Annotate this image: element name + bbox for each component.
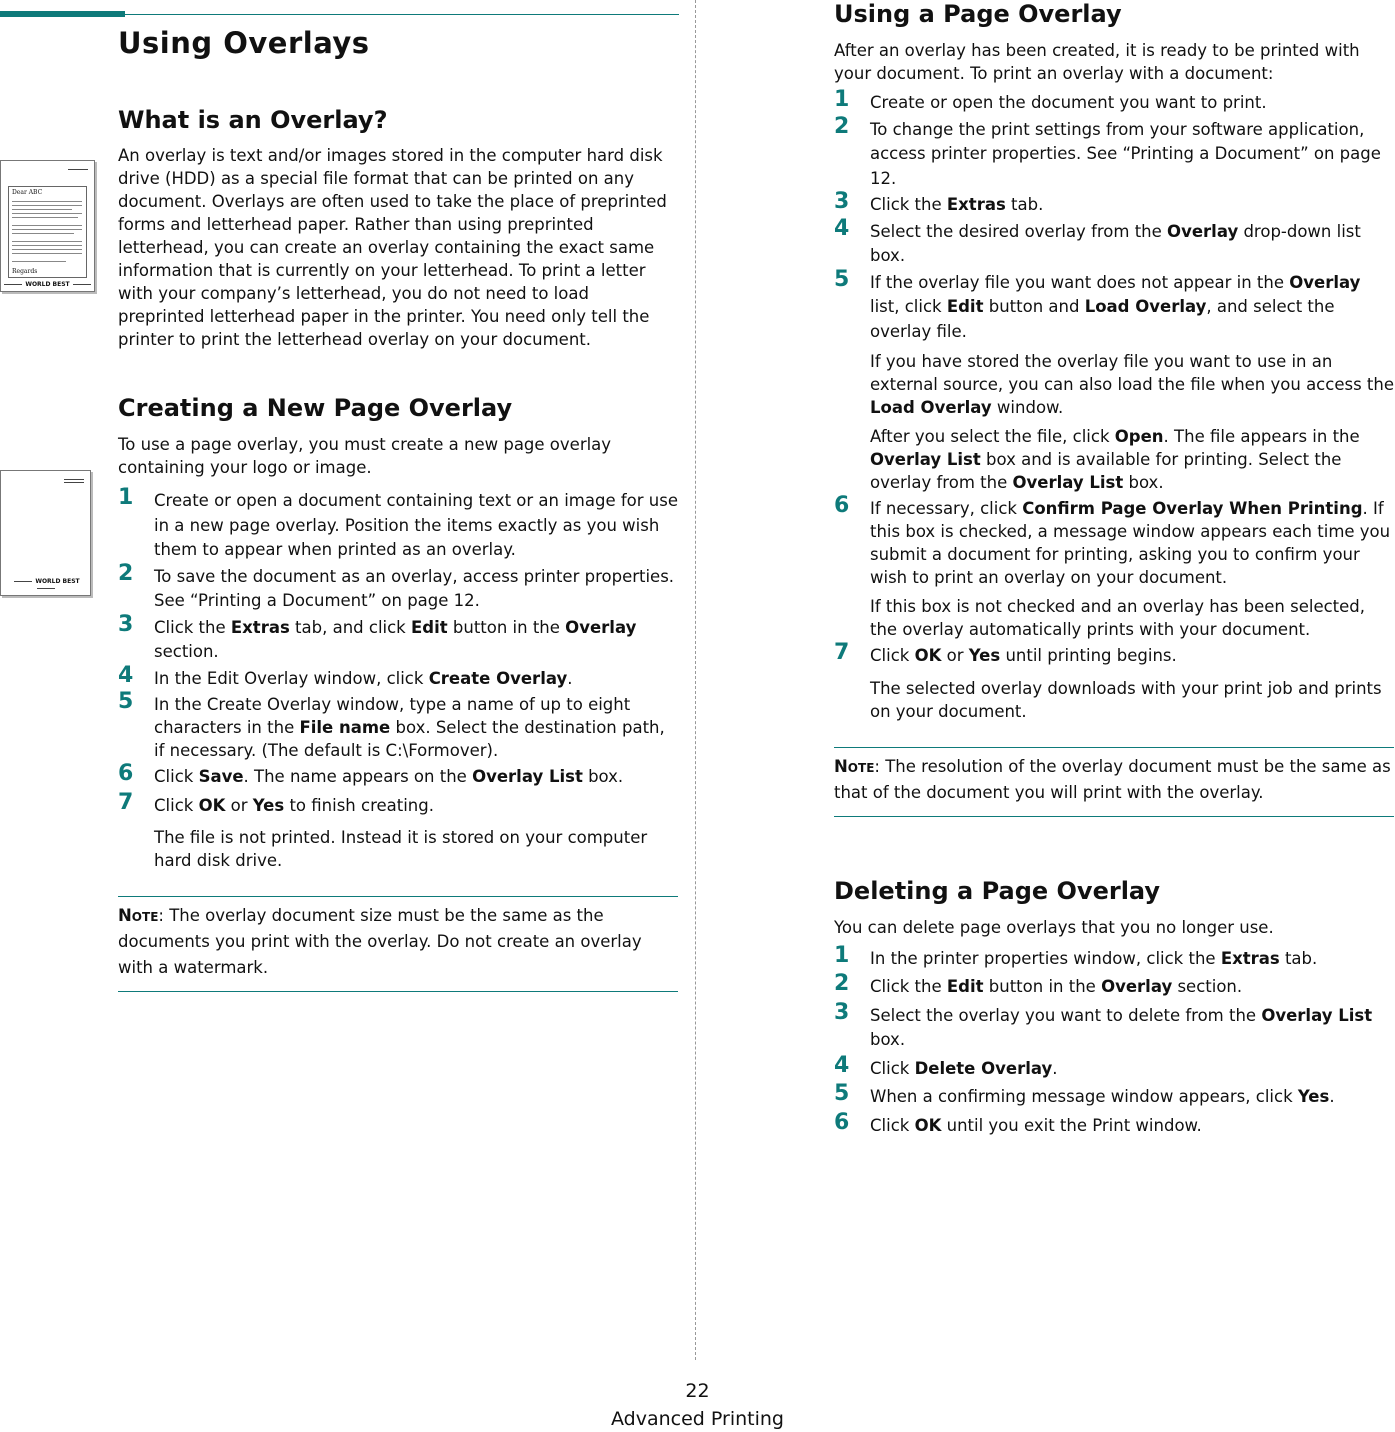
list-item: 6 Click Save. The name appears on the Overlay List box. [118, 761, 624, 786]
column-divider [695, 0, 696, 1360]
blank-overlay-thumbnail [0, 470, 91, 596]
step-note: The selected overlay downloads with your print job and prints on your document. [870, 678, 1382, 721]
section-heading-what-is-overlay: What is an Overlay? [118, 106, 388, 134]
list-item: 2 To save the document as an overlay, access printer properties. See “Printing a Document” on page 12. [118, 560, 675, 610]
note-text: : The resolution of the overlay document must be the same as that of the document you will print with the overlay. [834, 756, 1391, 802]
thumb-dear-text: Dear ABC [12, 189, 43, 196]
list-item: 4 In the Edit Overlay window, click Create Overlay. [118, 662, 573, 688]
section-intro-using: After an overlay has been created, it is ready to be printed with your document. To print an overlay with a document: [834, 41, 1360, 83]
note-label: Note [118, 906, 159, 925]
page-number: 22 [685, 1380, 710, 1402]
list-item: 2 To change the print settings from your software application, access printer properties. See “Printing a Document” on page 12. [834, 113, 1381, 188]
list-item: 3 Click the Extras tab, and click Edit button in the Overlay section. [118, 611, 637, 661]
left-column [118, 26, 678, 992]
step-note: The file is not printed. Instead it is stored on your computer hard disk drive. [154, 828, 648, 870]
deleting-steps [834, 942, 1394, 1139]
list-item: 5 In the Create Overlay window, type a name of up to eight characters in the File name box. Select the destination path, if necessary. (The default is C:\Formover). [118, 689, 665, 760]
note-text: : The overlay document size must be the same as the documents you print with the overlay. Do not create an overlay with a watermark. [118, 906, 642, 977]
list-item: 4 Click Delete Overlay. [834, 1052, 1058, 1078]
letter-sample [8, 186, 87, 278]
list-item: 3 Click the Extras tab. [834, 189, 1044, 214]
section-intro-deleting: You can delete page overlays that you no longer use. [834, 917, 1274, 937]
list-item: 2 Click the Edit button in the Overlay section. [834, 971, 1243, 996]
section-heading-creating-overlay: Creating a New Page Overlay [118, 394, 513, 422]
list-item: 1 In the printer properties window, click the Extras tab. [834, 942, 1318, 968]
header-accent-bar [0, 11, 125, 17]
list-item: 6 If necessary, click Confirm Page Overlay When Printing. If this box is checked, a message window appears each time you submit a document for printing, asking you to confirm your wish to print an overlay on your document. [834, 493, 1391, 587]
note-box-right [834, 747, 1394, 817]
note-label: Note [834, 756, 875, 776]
list-item: 6 Click OK until you exit the Print window. [834, 1109, 1202, 1135]
list-item: 1 Create or open a document containing text or an image for use in a new page overlay. Position the items exactly as you wish them to appear when printed as an overlay. [118, 485, 678, 559]
note-box [118, 896, 678, 992]
using-steps [834, 87, 1394, 723]
list-item: 5 If the overlay file you want does not appear in the Overlay list, click Edit button and Load Overlay, and select the overlay file. [834, 266, 1361, 341]
chapter-footer: Advanced Printing [611, 1408, 784, 1430]
list-item: 7 Click OK or Yes until printing begins. [834, 640, 1177, 665]
page-title: Using Overlays [118, 26, 370, 60]
list-item: 3 Select the overlay you want to delete from the Overlay List box. [834, 999, 1373, 1049]
list-item: 4 Select the desired overlay from the Overlay drop-down list box. [834, 215, 1361, 265]
thumb-brand: WORLD BEST [1, 281, 94, 288]
thumb-brand-2: WORLD BEST [1, 578, 90, 592]
list-item: 1 Create or open the document you want to print. [834, 87, 1267, 112]
list-item: 7 Click OK or Yes to finish creating. [118, 789, 434, 815]
section-intro-creating: To use a page overlay, you must create a new page overlay containing your logo or image. [118, 435, 612, 477]
step-note: If this box is not checked and an overlay has been selected, the overlay automatically prints with your document. [870, 597, 1366, 639]
step-note: After you select the file, click Open. The file appears in the Overlay List box and is available for printing. Select the overlay from the Overlay List box. [870, 427, 1360, 492]
section-heading-deleting-overlay: Deleting a Page Overlay [834, 876, 1161, 905]
step-note: If you have stored the overlay file you want to use in an external source, you can also load the file when you access the Load Overlay window. [870, 352, 1394, 417]
list-item: 5 When a confirming message window appears, click Yes. [834, 1081, 1335, 1106]
section-body-what-is-overlay: An overlay is text and/or images stored in the computer hard disk drive (HDD) as a special file format that can be printed on any document. Overlays are often used to take the place of preprinted forms and letterhead paper. Rather than using preprinted letterhead, you can create an overlay containing the exact same information that is currently on your letterhead. To print a letter with your company’s letterhead, you do not need to load preprinted letterhead paper in the printer. You need only tell the printer to print the letterhead overlay on your document. [118, 146, 667, 349]
creating-steps [118, 485, 678, 872]
thumb-regards-text: Regards [12, 268, 38, 275]
letterhead-overlay-thumbnail [0, 160, 95, 292]
section-heading-using-overlay: Using a Page Overlay [834, 0, 1122, 28]
right-column [834, 0, 1394, 1138]
